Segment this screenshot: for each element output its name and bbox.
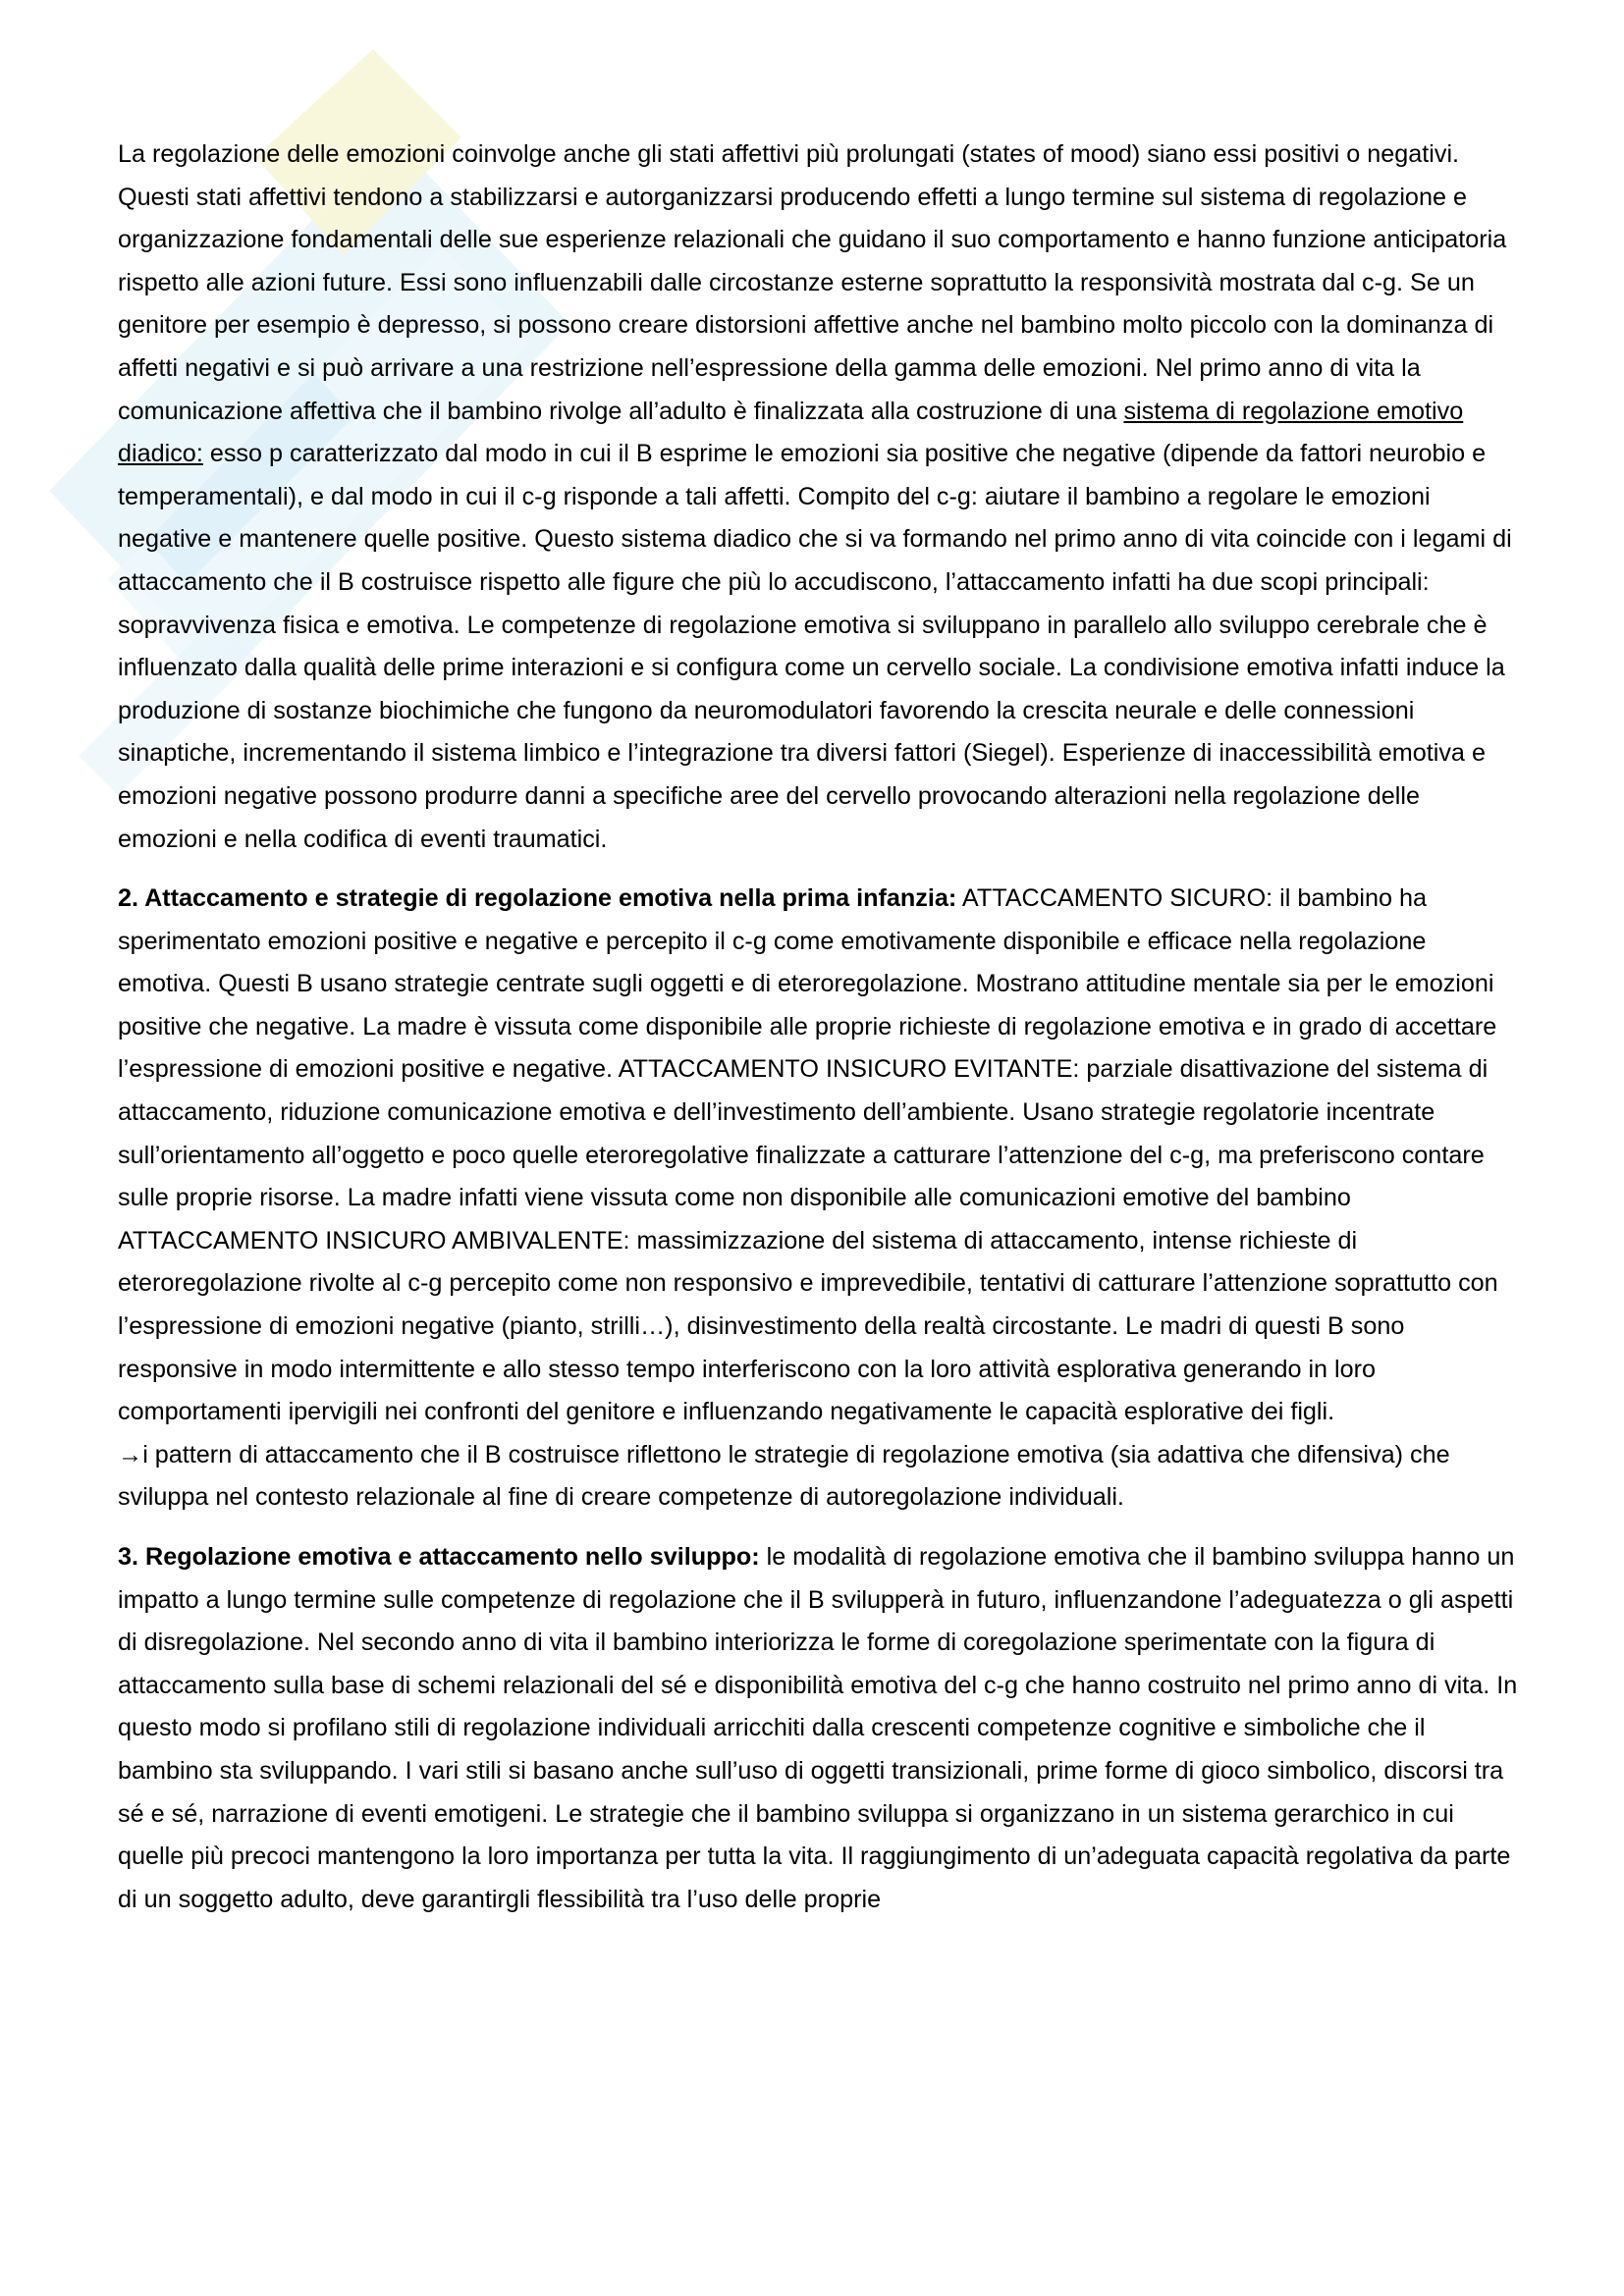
section-2-heading: 2. Attaccamento e strategie di regolazione emotiva nella prima infanzia:: [118, 884, 957, 913]
section-2-arrow-note: →i pattern di attaccamento che il B costruisce riflettono le strategie di regolazione emotiva (sia adattiva che difensiva) che sviluppa nel contesto relazionale al fine di creare competenze di autoregolazione individuali.: [118, 1440, 1450, 1512]
section-3: [118, 1536, 1520, 1921]
paragraph-intro: [118, 133, 1520, 861]
paragraph-intro-continuation: esso p caratterizzato dal modo in cui il B esprime le emozioni sia positive che negative (dipende da fattori neurobio e temperamentali), e dal modo in cui il c-g risponde a tali affetti. Compito del c-g: aiutare il bambino a regolare le emozioni negative e mantenere quelle positive. Questo sistema diadico che si va formando nel primo anno di vita coincide con i legami di attaccamento che il B costruisce rispetto alle figure che più lo accudiscono, l’attaccamento infatti ha due scopi principali: sopravvivenza fisica e emotiva. Le competenze di regolazione emotiva si sviluppano in parallelo allo sviluppo cerebrale che è influenzato dalla qualità delle prime interazioni e si configura come un cervello sociale. La condivisione emotiva infatti induce la produzione di sostanze biochimiche che fungono da neuromodulatori favorendo la crescita neurale e delle connessioni sinaptiche, incrementando il sistema limbico e l’integrazione tra diversi fattori (Siegel). Esperienze di inaccessibilità emotiva e emozioni negative possono produrre danni a specifiche aree del cervello provocando alterazioni nella regolazione delle emozioni e nella codifica di eventi traumatici.: [118, 440, 1512, 853]
section-2-body: ATTACCAMENTO SICURO: il bambino ha sperimentato emozioni positive e negative e percepito il c-g come emotivamente disponibile e efficace nella regolazione emotiva. Questi B usano strategie centrate sugli oggetti e di eteroregolazione. Mostrano attitudine mentale sia per le emozioni positive che negative. La madre è vissuta come disponibile alle proprie richieste di regolazione emotiva e in grado di accettare l’espressione di emozioni positive e negative. ATTACCAMENTO INSICURO EVITANTE: parziale disattivazione del sistema di attaccamento, riduzione comunicazione emotiva e dell’investimento dell’ambiente. Usano strategie regolatorie incentrate sull’orientamento all’oggetto e poco quelle eteroregolative finalizzate a catturare l’attenzione del c-g, ma preferiscono contare sulle proprie risorse. La madre infatti viene vissuta come non disponibile alle comunicazioni emotive del bambino ATTACCAMENTO INSICURO AMBIVALENTE: massimizzazione del sistema di attaccamento, intense richieste di eteroregolazione rivolte al c-g percepito come non responsivo e imprevedibile, tentativi di catturare l’attenzione soprattutto con l’espressione di emozioni negative (pianto, strilli…), disinvestimento della realtà circostante. Le madri di questi B sono responsive in modo intermittente e allo stesso tempo interferiscono con la loro attività esplorativa generando in loro comportamenti ipervigili nei confronti del genitore e influenzando negativamente le capacità esplorative dei figli.: [118, 884, 1498, 1426]
section-2: [118, 878, 1520, 1434]
paragraph-intro-text: La regolazione delle emozioni coinvolge anche gli stati affettivi più prolungati (states of mood) siano essi positivi o negativi. Questi stati affettivi tendono a stabilizzarsi e autorganizzarsi producendo effetti a lungo termine sul sistema di regolazione e organizzazione fondamentali delle sue esperienze relazionali che guidano il suo comportamento e hanno funzione anticipatoria rispetto alle azioni future. Essi sono influenzabili dalle circostanze esterne soprattutto la responsività mostrata dal c-g. Se un genitore per esempio è depresso, si possono creare distorsioni affettive anche nel bambino molto piccolo con la dominanza di affetti negativi e si può arrivare a una restrizione nell’espressione della gamma delle emozioni. Nel primo anno di vita la comunicazione affettiva che il bambino rivolge all’adulto è finalizzata alla costruzione di una: [118, 140, 1507, 425]
section-3-heading: 3. Regolazione emotiva e attaccamento nello sviluppo:: [118, 1543, 760, 1571]
section-3-body: le modalità di regolazione emotiva che il bambino sviluppa hanno un impatto a lungo termine sulle competenze di regolazione che il B svilupperà in futuro, influenzandone l’adeguatezza o gli aspetti di disregolazione. Nel secondo anno di vita il bambino interiorizza le forme di coregolazione sperimentate con la figura di attaccamento sulla base di schemi relazionali del sé e disponibilità emotiva del c-g che hanno costruito nel primo anno di vita. In questo modo si profilano stili di regolazione individuali arricchiti dalla crescenti competenze cognitive e simboliche che il bambino sta sviluppando. I vari stili si basano anche sull’uso di oggetti transizionali, prime forme di gioco simbolico, discorsi tra sé e sé, narrazione di eventi emotigeni. Le strategie che il bambino sviluppa si organizzano in un sistema gerarchico in cui quelle più precoci mantengono la loro importanza per tutta la vita. Il raggiungimento di un’adeguata capacità regolativa da parte di un soggetto adulto, deve garantirgli flessibilità tra l’uso delle proprie: [118, 1543, 1518, 1913]
underlined-term: sistema di regolazione emotivo diadico:: [118, 397, 1464, 468]
document-body: [118, 133, 1520, 1921]
